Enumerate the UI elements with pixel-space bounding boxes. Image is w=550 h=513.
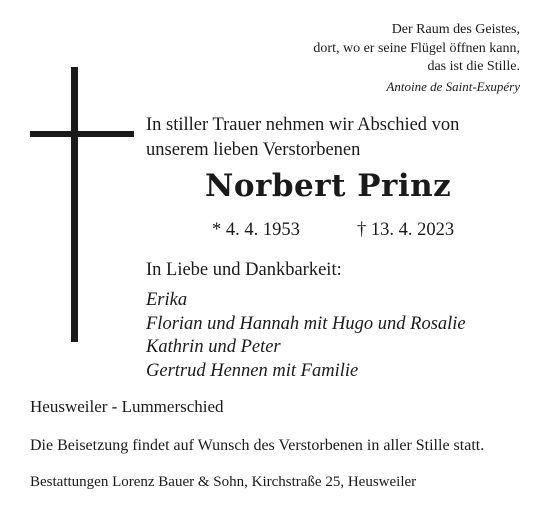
death-date: † 13. 4. 2023 xyxy=(357,220,455,240)
intro-line: unserem lieben Verstorbenen xyxy=(146,140,361,160)
quote-author: Antoine de Saint-Exupéry xyxy=(386,78,520,94)
epigraph-quote xyxy=(220,21,520,96)
mourner-item: Gertrud Hennen mit Familie xyxy=(146,360,359,381)
location: Heusweiler - Lummerschied xyxy=(30,397,224,416)
deceased-name: Norbert Prinz xyxy=(205,168,452,204)
mourner-item: Erika xyxy=(146,290,188,310)
intro-line: In stiller Trauer nehmen wir Abschied von xyxy=(146,115,460,135)
funeral-notice: Die Beisetzung findet auf Wunsch des Verstorbenen in aller Stille statt. xyxy=(30,437,485,454)
undertaker-info: Bestattungen Lorenz Bauer & Sohn, Kirchstraße 25, Heusweiler xyxy=(30,474,417,490)
mourners-list xyxy=(146,289,466,383)
cross-horizontal-beam xyxy=(30,131,134,137)
quote-line: Der Raum des Geistes, xyxy=(391,22,520,37)
mourner-item: Kathrin und Peter xyxy=(146,337,281,357)
cross-vertical-beam xyxy=(71,67,78,342)
birth-date: * 4. 4. 1953 xyxy=(212,220,300,240)
quote-line: dort, wo er seine Flügel öffnen kann, xyxy=(313,40,520,56)
mourner-item: Florian und Hannah mit Hugo und Rosalie xyxy=(146,313,466,334)
intro-text xyxy=(146,113,526,163)
gratitude-heading: In Liebe und Dankbarkeit: xyxy=(146,260,342,280)
quote-line: das ist die Stille. xyxy=(427,59,520,74)
